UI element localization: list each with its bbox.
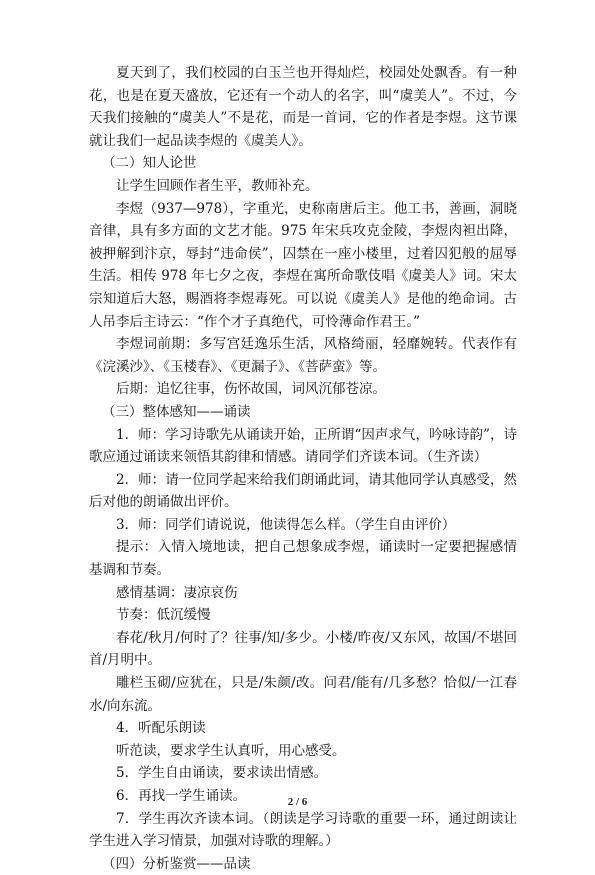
step-5-paragraph: 5．学生自由诵读，要求读出情感。 [116, 765, 328, 782]
page-number: 2 / 6 [287, 796, 308, 808]
author-biography-paragraph: 李煜（937—978），字重光，史称南唐后主。他工书，善画，洞晓音律，具有多方面的文艺才能。975 年宋兵攻克金陵，李煜肉袒出降，被押解到汴京，辱封“违命侯”，囚禁在一座小楼里，过着囚犯般的屈辱生活。相传 978 年七夕之夜，李煜在寓所命歌伎唱《虞美人》词。宋太宗知道后大怒，赐酒将李煜毒死。可以说《虞美人》是他的绝命词。古人吊李后主诗云：“作个才子真绝代，可怜薄命作君王。” [89, 200, 517, 330]
late-works-paragraph: 后期：追忆往事，伤怀故国，词风沉郁苍凉。 [116, 381, 386, 398]
step-4-paragraph: 听范读，要求学生认真听，用心感受。 [116, 742, 346, 759]
emotional-tone-line: 感情基调：凄凉哀伤 [116, 584, 238, 601]
step-7-paragraph: 7．学生再次齐读本词。（朗读是学习诗歌的重要一环，通过朗读让学生进入学习情景，加强对诗歌的理解。） [89, 810, 517, 850]
step-4-heading: 4．听配乐朗读 [116, 720, 206, 737]
section-heading-analysis: （四）分析鉴赏——品读 [102, 855, 251, 872]
hint-paragraph: 提示：入情入境地读，把自己想象成李煜，诵读时一定要把握感情基调和节奏。 [89, 539, 517, 579]
intro-paragraph: 夏天到了，我们校园的白玉兰也开得灿烂，校园处处飘香。有一种花，也是在夏天盛放，它还有一个动人的名字，叫“虞美人”。不过，今天我们接触的“虞美人”不是花，而是一首词，它的作者是李煜。这节课就让我们一起品读李煜的《虞美人》。 [89, 65, 517, 149]
document-body [89, 62, 517, 875]
section-heading-background: （二）知人论世 [102, 155, 197, 172]
early-works-paragraph: 李煜词前期：多写宫廷逸乐生活，风格绮丽，轻靡婉转。代表作有《浣溪沙》、《玉楼春》、《更漏子》、《菩萨蛮》等。 [89, 336, 517, 375]
step-2-paragraph: 2．师：请一位同学起来给我们朗诵此词，请其他同学认真感受，然后对他的朗诵做出评价。 [89, 471, 517, 511]
poem-line-1: 春花/秋月/何时了？往事/知/多少。小楼/昨夜/又东风，故国/不堪回首/月明中。 [89, 629, 517, 669]
paragraph: 让学生回顾作者生平，教师补充。 [116, 177, 319, 194]
step-6-paragraph: 6．再找一学生诵读。 [116, 788, 247, 804]
poem-line-2: 雕栏玉砌/应犹在，只是/朱颜/改。问君/能有/几多愁？恰似/一江春水/向东流。 [89, 675, 517, 714]
rhythm-line: 节奏：低沉缓慢 [116, 607, 211, 624]
section-heading-recitation: （三）整体感知——诵读 [102, 403, 251, 420]
step-3-paragraph: 3．师：同学们请说说，他读得怎么样。（学生自由评价） [116, 516, 456, 533]
step-1-paragraph: 1．师：学习诗歌先从诵读开始，正所谓“因声求气，吟咏诗韵”，诗歌应通过诵读来领悟其韵律和情感。请同学们齐读本词。（生齐读） [89, 426, 517, 466]
